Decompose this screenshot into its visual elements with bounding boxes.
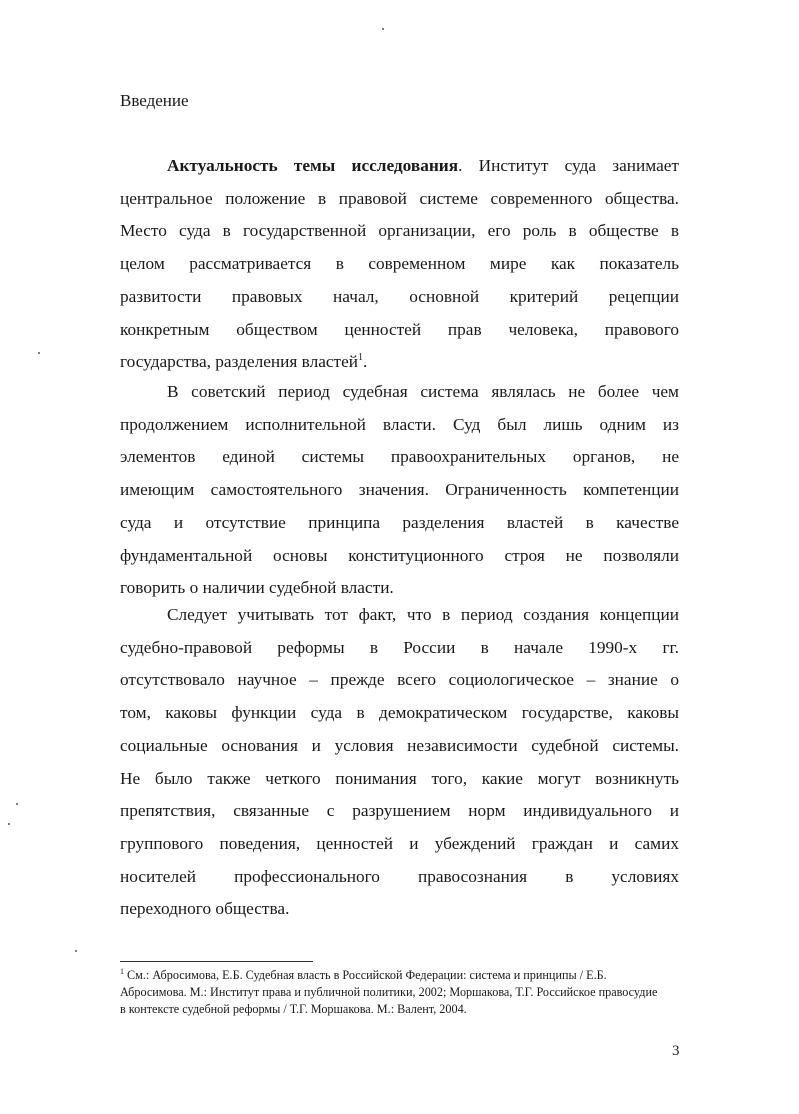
footnote-separator bbox=[120, 961, 313, 962]
paragraph-line: социальные основания и условия независимости судебной системы. bbox=[120, 735, 679, 755]
paragraph-reform-concept bbox=[120, 599, 679, 926]
paragraph-line: развитости правовых начал, основной критерий рецепции bbox=[120, 286, 679, 306]
paragraph-line: конкретным обществом ценностей прав человека, правового bbox=[120, 319, 679, 339]
paragraph-line: Место суда в государственной организации, его роль в обществе в bbox=[120, 221, 679, 241]
paragraph-line: Актуальность темы исследования. Институт суда занимает bbox=[167, 156, 679, 175]
paragraph-line: переходного общества. bbox=[120, 899, 290, 919]
scan-speck bbox=[8, 823, 10, 825]
footnote bbox=[120, 967, 665, 1018]
paragraph-line: продолжением исполнительной власти. Суд был лишь одним из bbox=[120, 414, 679, 434]
paragraph-line: целом рассматривается в современном мире как показатель bbox=[120, 254, 679, 274]
paragraph-line: судебно-правовой реформы в России в начале 1990-х гг. bbox=[120, 637, 679, 657]
paragraph-line: говорить о наличии судебной власти. bbox=[120, 578, 394, 598]
section-heading: Введение bbox=[120, 91, 189, 110]
paragraph-line: В советский период судебная система являлась не более чем bbox=[167, 382, 679, 401]
paragraph-line: имеющим самостоятельного значения. Ограниченность компетенции bbox=[120, 480, 679, 500]
paragraph-line: суда и отсутствие принципа разделения властей в качестве bbox=[120, 512, 679, 532]
paragraph-line: центральное положение в правовой системе современного общества. bbox=[120, 188, 679, 208]
paragraph-line: том, каковы функции суда в демократическом государстве, каковы bbox=[120, 703, 679, 723]
paragraph-line: носителей профессионального правосознания в условиях bbox=[120, 866, 679, 886]
page-number: 3 bbox=[672, 1043, 680, 1059]
scan-speck bbox=[38, 352, 40, 354]
footnote-text: См.: Абросимова, Е.Б. Судебная власть в Российской Федерации: система и принципы / Е.Б. Абросимова. М.: Институт права и публичной политики, 2002; Моршакова, Т.Г. Российское правосудие в контексте судебной реформы / Т.Г. Моршакова. М.: Валент, 2004. bbox=[120, 968, 658, 1016]
scan-speck bbox=[382, 28, 384, 30]
paragraph-line: отсутствовало научное – прежде всего социологическое – знание о bbox=[120, 670, 679, 690]
paragraph-line: элементов единой системы правоохранительных органов, не bbox=[120, 447, 679, 467]
paragraph-line: группового поведения, ценностей и убеждений граждан и самих bbox=[120, 833, 679, 853]
paragraph-line: препятствия, связанные с разрушением норм индивидуального и bbox=[120, 801, 679, 821]
scan-speck bbox=[75, 950, 77, 952]
scan-speck bbox=[16, 803, 18, 805]
bold-lead: Актуальность темы исследования bbox=[167, 156, 459, 175]
paragraph-line: фундаментальной основы конституционного строя не позволяли bbox=[120, 545, 679, 565]
footnote-marker: 1 bbox=[120, 966, 124, 976]
paragraph-line: Следует учитывать тот факт, что в период создания концепции bbox=[167, 605, 679, 624]
paragraph-relevance bbox=[120, 150, 679, 379]
footnote-reference[interactable]: 1 bbox=[358, 352, 364, 364]
paragraph-line: Не было также четкого понимания того, какие могут возникнуть bbox=[120, 768, 679, 788]
paragraph-soviet-period bbox=[120, 376, 679, 605]
paragraph-line: государства, разделения властей$^1$. bbox=[120, 352, 368, 372]
